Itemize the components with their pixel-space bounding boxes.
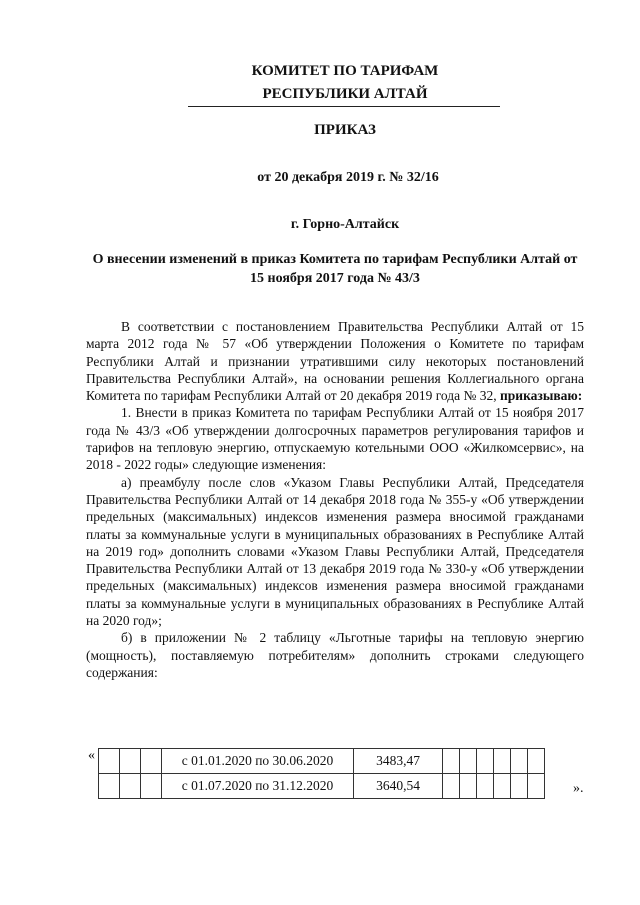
header-divider	[188, 106, 500, 107]
document-date-number: от 20 декабря 2019 г. № 32/16	[257, 170, 439, 185]
document-body	[86, 318, 584, 681]
table-row	[99, 774, 545, 799]
document-city: г. Горно-Алтайск	[290, 217, 400, 232]
document-subject: О внесении изменений в приказ Комитета по тарифам Республики Алтай от 15 ноября 2017 года № 43/3	[92, 252, 578, 286]
paragraph-preamble	[86, 318, 584, 404]
paragraph-item-b: б) в приложении № 2 таблицу «Льготные тарифы на тепловую энергию (мощность), поставляемую потребителям» дополнить строками следующего содержания:	[86, 630, 584, 680]
table-row	[99, 749, 545, 774]
period-cell: с 01.01.2020 по 30.06.2020	[162, 749, 354, 774]
tariff-table	[98, 748, 545, 799]
document-type: ПРИКАЗ	[314, 122, 376, 138]
value-cell: 3640,54	[354, 774, 443, 799]
table-close-quote: ».	[573, 781, 584, 796]
org-name-line2: РЕСПУБЛИКИ АЛТАЙ	[262, 86, 428, 102]
order-keyword: приказываю:	[500, 388, 583, 404]
value-cell: 3483,47	[354, 749, 443, 774]
org-name-line1: КОМИТЕТ ПО ТАРИФАМ	[251, 63, 439, 79]
paragraph-item-1: 1. Внести в приказ Комитета по тарифам Республики Алтай от 15 ноября 2017 года № 43/3 «Об утверждении долгосрочных параметров регулирования тарифов и тарифов на тепловую энергию, отпускаемую котельными ООО «Жилкомсервис», на 2018 - 2022 годы» следующие изменения:	[86, 405, 584, 473]
paragraph-item-a: а) преамбулу после слов «Указом Главы Республики Алтай, Председателя Правительства Республики Алтай от 14 декабря 2018 года № 355-у «Об утверждении предельных (максимальных) индексов изменения размера вносимой гражданами платы за коммунальные услуги в муниципальных образованиях в Республике Алтай на 2019 год» дополнить словами «Указом Главы Республики Алтай, Председателя Правительства Республики Алтай от 13 декабря 2019 года № 330-у «Об утверждении предельных (максимальных) индексов изменения размера вносимой гражданами платы за коммунальные услуги в муниципальных образованиях в Республике Алтай на 2020 год»;	[86, 474, 584, 629]
preamble-text: В соответствии с постановлением Правительства Республики Алтай от 15 марта 2012 года № 57 «Об утверждении Положения о Комитете по тарифам Республики Алтай и признании утратившими силу некоторых постановлений Правительства Республики Алтай», на основании решения Коллегиального органа Комитета по тарифам Республики Алтай от 20 декабря 2019 года № 32,	[86, 319, 584, 404]
period-cell: с 01.07.2020 по 31.12.2020	[162, 774, 354, 799]
table-open-quote: «	[88, 748, 95, 763]
